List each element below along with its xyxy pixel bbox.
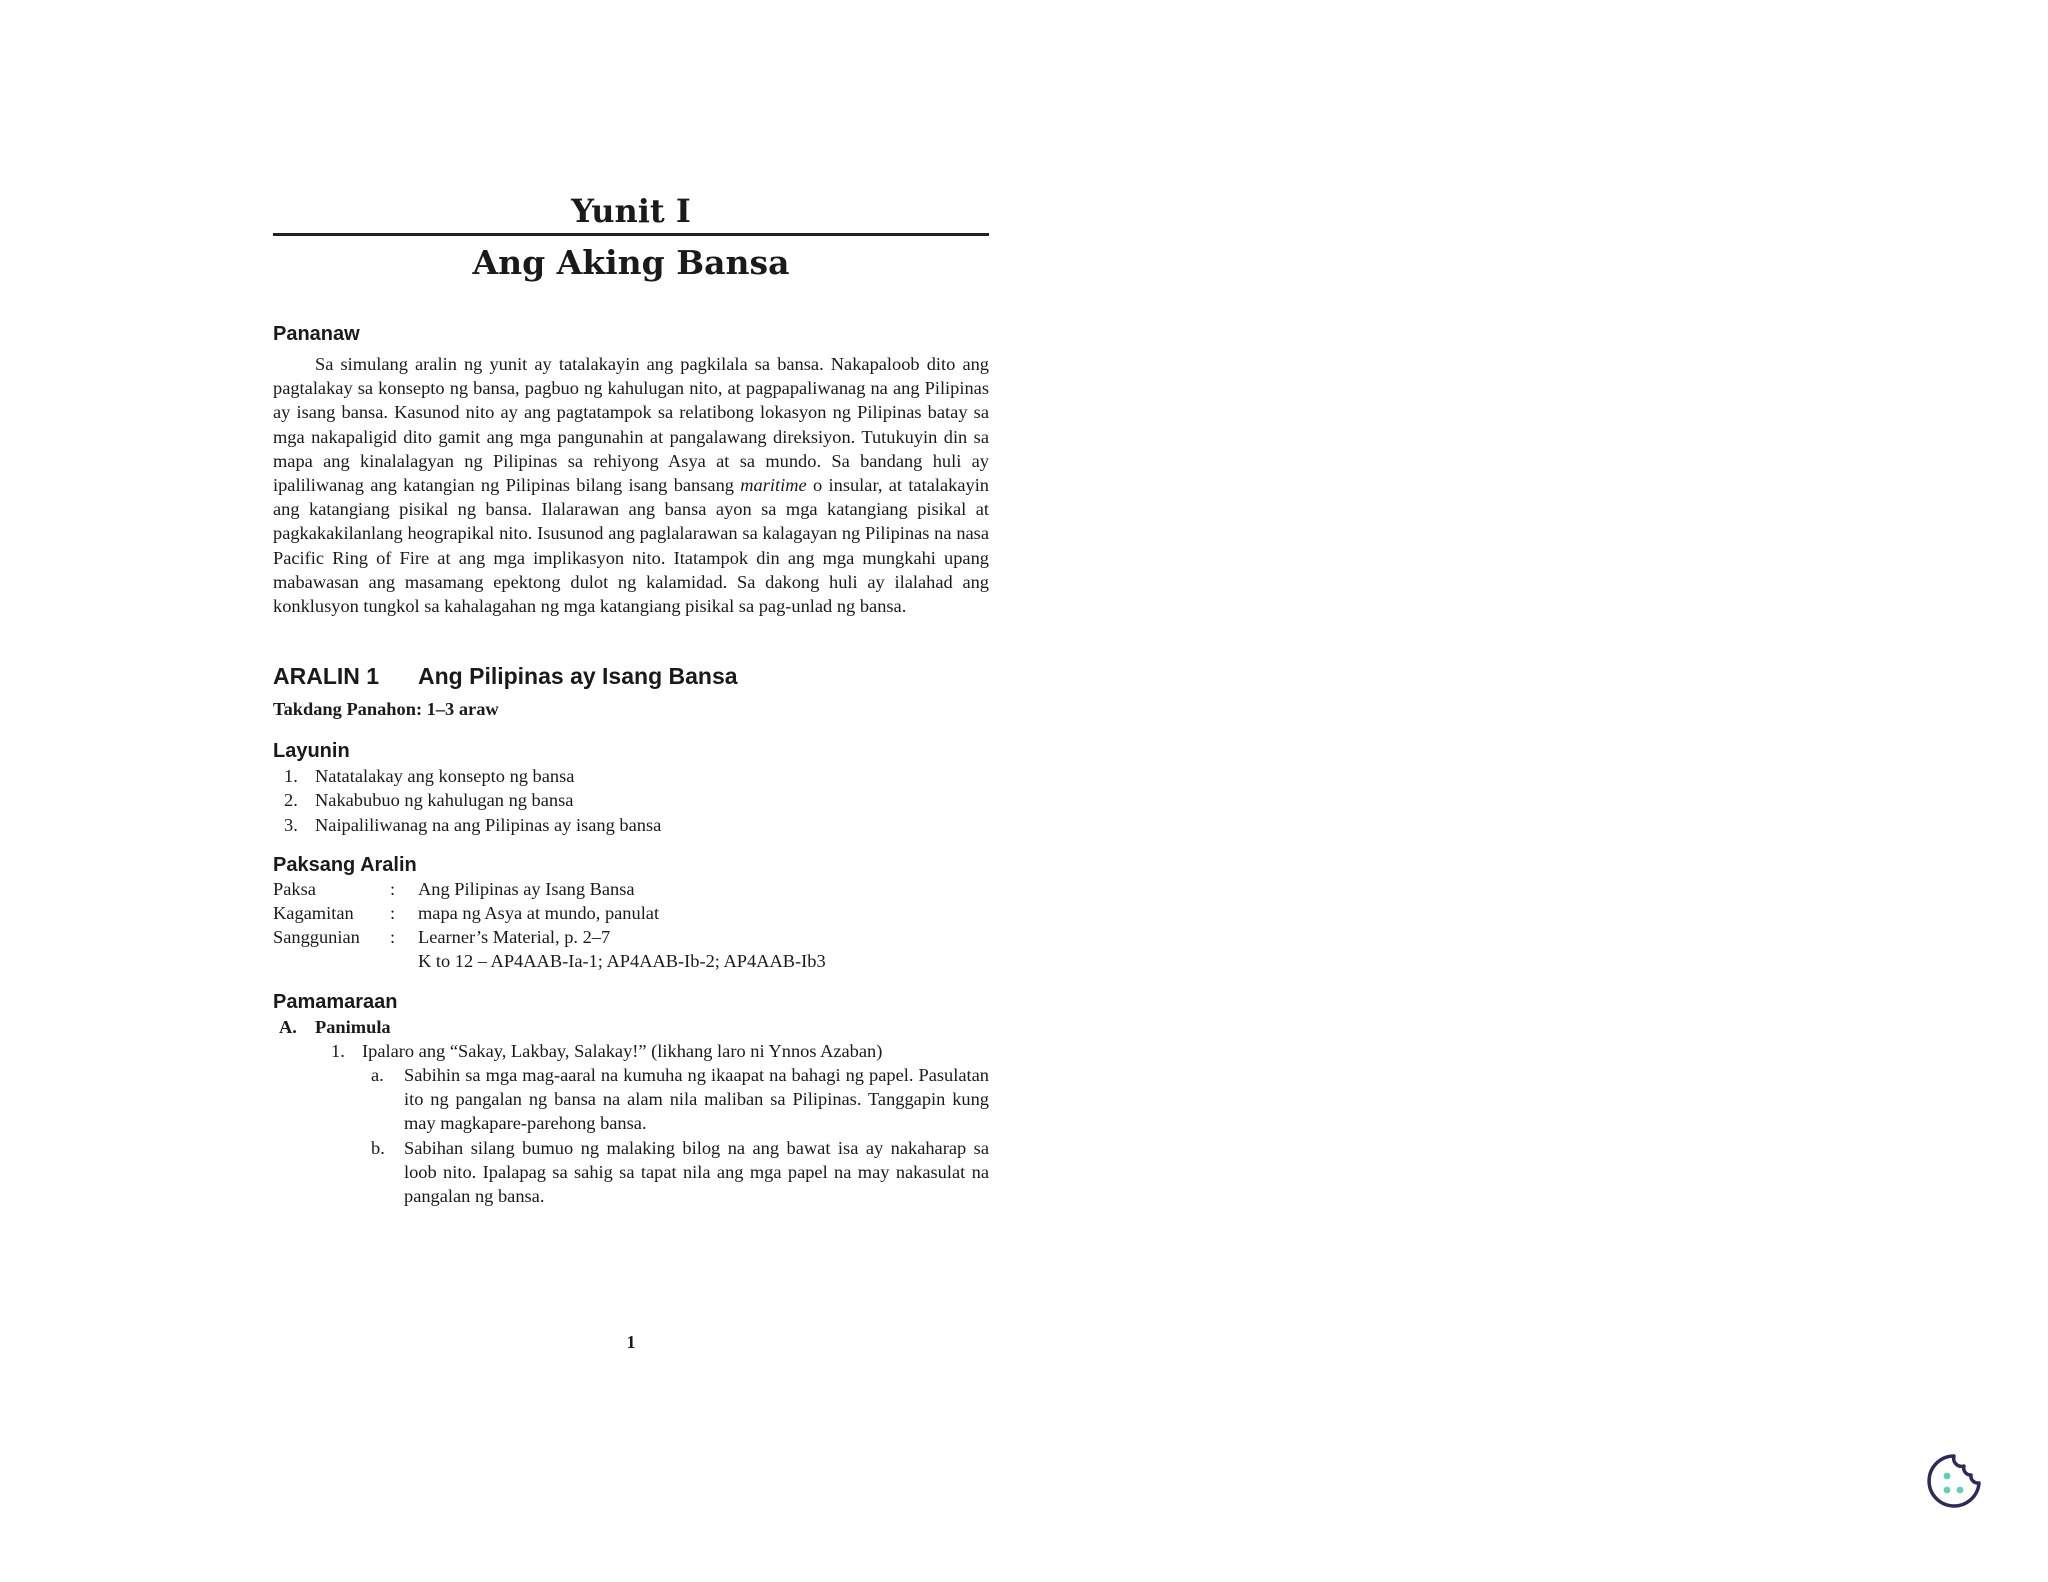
procedure-step xyxy=(273,1039,989,1063)
substep-text: Sabihan silang bumuo ng malaking bilog na ang bawat isa ay nakaharap sa loob nito. Ipalapag sa sahig sa tapat nila ang mga papel na may nakasulat na pangalan ng bansa. xyxy=(404,1137,989,1206)
pananaw-heading: Pananaw xyxy=(273,323,360,345)
section-title: Panimula xyxy=(315,1016,391,1037)
lesson-heading xyxy=(273,662,989,690)
lesson-title: Ang Pilipinas ay Isang Bansa xyxy=(418,663,738,690)
table-row xyxy=(273,925,989,949)
unit-label: Yunit I xyxy=(571,192,691,230)
procedure-substep xyxy=(273,1063,989,1136)
pamamaraan-heading: Pamamaraan xyxy=(273,990,398,1013)
list-item xyxy=(273,788,989,812)
row-value: mapa ng Asya at mundo, panulat xyxy=(418,903,660,924)
objectives-list xyxy=(273,764,989,837)
title-rule xyxy=(273,233,989,236)
list-item-text: Naipaliliwanag na ang Pilipinas ay isang bansa xyxy=(315,814,662,835)
row-colon: : xyxy=(390,927,396,948)
section-letter: A. xyxy=(279,1016,297,1037)
unit-title: Ang Aking Bansa xyxy=(472,243,790,282)
paksang-aralin-heading: Paksang Aralin xyxy=(273,853,417,876)
substep-letter: a. xyxy=(371,1064,384,1085)
layunin-heading: Layunin xyxy=(273,740,350,763)
lesson-number: ARALIN 1 xyxy=(273,663,380,690)
list-item-number: 2. xyxy=(284,790,298,811)
list-item xyxy=(273,813,989,837)
cookie-settings-button[interactable] xyxy=(1926,1453,1982,1509)
section-heading xyxy=(273,1015,989,1039)
list-item xyxy=(273,764,989,788)
pananaw-text-2: o insular, at tatalakayin ang katangiang pisikal ng bansa. Ilalarawan ang bansa ayon sa mga katangiang pisikal at pagkakakilanlang heograpikal nito. Isusunod ang paglalarawan sa kalagayan ng Pilipinas na nasa Pacific Ring of Fire at ang mga implikasyon nito. Itatampok din ang mga mungkahi upang mabawasan ang masamang epektong dulot ng kalamidad. Sa dakong huli ay ilalahad ang konklusyon tungkol sa kahalagahan ng mga katangiang pisikal sa pag-unlad ng bansa. xyxy=(273,475,989,617)
step-text: Ipalaro ang “Sakay, Lakbay, Salakay!” (likhang laro ni Ynnos Azaban) xyxy=(362,1040,883,1061)
lesson-duration: Takdang Panahon: 1–3 araw xyxy=(273,699,499,720)
list-item-text: Natatalakay ang konsepto ng bansa xyxy=(315,766,575,787)
list-item-number: 3. xyxy=(284,814,298,835)
row-key: Sanggunian xyxy=(273,927,360,948)
row-value-extra: K to 12 – AP4AAB-Ia-1; AP4AAB-Ib-2; AP4AAB-Ib3 xyxy=(418,951,826,972)
table-row xyxy=(273,877,989,901)
row-colon: : xyxy=(390,878,396,899)
list-item-text: Nakabubuo ng kahulugan ng bansa xyxy=(315,790,574,811)
pananaw-italic-term: maritime xyxy=(740,475,807,496)
pananaw-text-1: Sa simulang aralin ng yunit ay tatalakayin ang pagkilala sa bansa. Nakapaloob dito ang pagtalakay sa konsepto ng bansa, pagbuo ng kahulugan nito, at pagpapaliwanag na ang Pilipinas ay isang bansa. Kasunod nito ay ang pagtatampok sa relatibong lokasyon ng Pilipinas batay sa mga nakapaligid dito gamit ang mga pangunahin at pangalawang direksiyon. Tutukuyin din sa mapa ang kinalalagyan ng Pilipinas sa rehiyong Asya at sa mundo. Sa bandang huli ay ipaliliwanag ang katangian ng Pilipinas bilang isang bansang xyxy=(273,354,989,496)
paksang-aralin-table xyxy=(273,877,989,974)
row-colon: : xyxy=(390,903,396,924)
row-key: Kagamitan xyxy=(273,903,354,924)
step-number: 1. xyxy=(331,1040,345,1061)
row-key: Paksa xyxy=(273,878,316,899)
row-value: Ang Pilipinas ay Isang Bansa xyxy=(418,878,635,899)
page-content xyxy=(273,190,989,1208)
substep-text: Sabihin sa mga mag-aaral na kumuha ng ikaapat na bahagi ng papel. Pasulatan ito ng pangalan ng bansa na alam nila maliban sa Pilipinas. Tanggapin kung may magkapare-parehong bansa. xyxy=(404,1064,989,1134)
procedure-substep xyxy=(273,1136,989,1209)
substep-letter: b. xyxy=(371,1137,385,1158)
cookie-icon xyxy=(1926,1453,1982,1509)
list-item-number: 1. xyxy=(284,766,298,787)
page-number: 1 xyxy=(626,1332,636,1352)
table-row xyxy=(273,949,989,973)
pananaw-paragraph xyxy=(273,352,989,618)
row-value: Learner’s Material, p. 2–7 xyxy=(418,927,611,948)
table-row xyxy=(273,901,989,925)
